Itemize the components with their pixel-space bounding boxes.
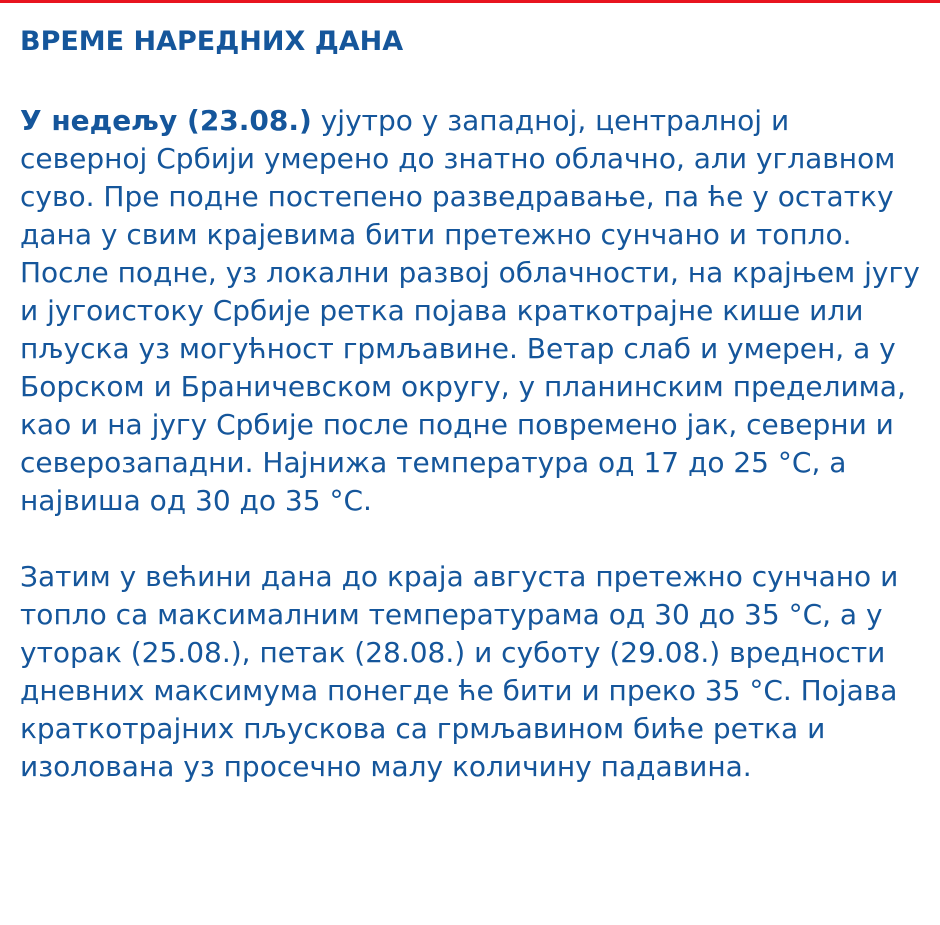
article-heading: ВРЕМЕ НАРЕДНИХ ДАНА bbox=[20, 26, 404, 57]
forecast-paragraph-sunday bbox=[20, 102, 924, 520]
forecast-paragraph-rest-of-august: Затим у већини дана до краја августа претежно сунчано и топло са максималним температурама од 30 до 35 °C, а у уторак (25.08.), петак (28.08.) и суботу (29.08.) вредности дневних максимума понегде ће бити и преко 35 °C. Појава краткотрајних пљускова са грмљавином биће ретка и изолована уз просечно малу количину падавина. bbox=[20, 560, 899, 783]
forecast-text-sunday: ујутро у западној, централној и северној Србији умерено до знатно облачно, али углавном суво. Пре подне постепено разведравање, па ће у остатку дана у свим крајевима бити претежно сунчано и топло. После подне, уз локални развој облачности, на крајњем југу и југоистоку Србије ретка појава краткотрајне кише или пљуска уз могућност грмљавине. Ветар слаб и умерен, а у Борском и Браничевском округу, у планинским пределима, као и на југу Србије после подне повремено јак, северни и северозападни. Најнижа температура од 17 до 25 °C, а највиша од 30 до 35 °C. bbox=[20, 104, 920, 517]
article bbox=[20, 20, 924, 786]
day-label-sunday: У недељу (23.08.) bbox=[20, 104, 312, 137]
top-border-line bbox=[0, 0, 940, 3]
